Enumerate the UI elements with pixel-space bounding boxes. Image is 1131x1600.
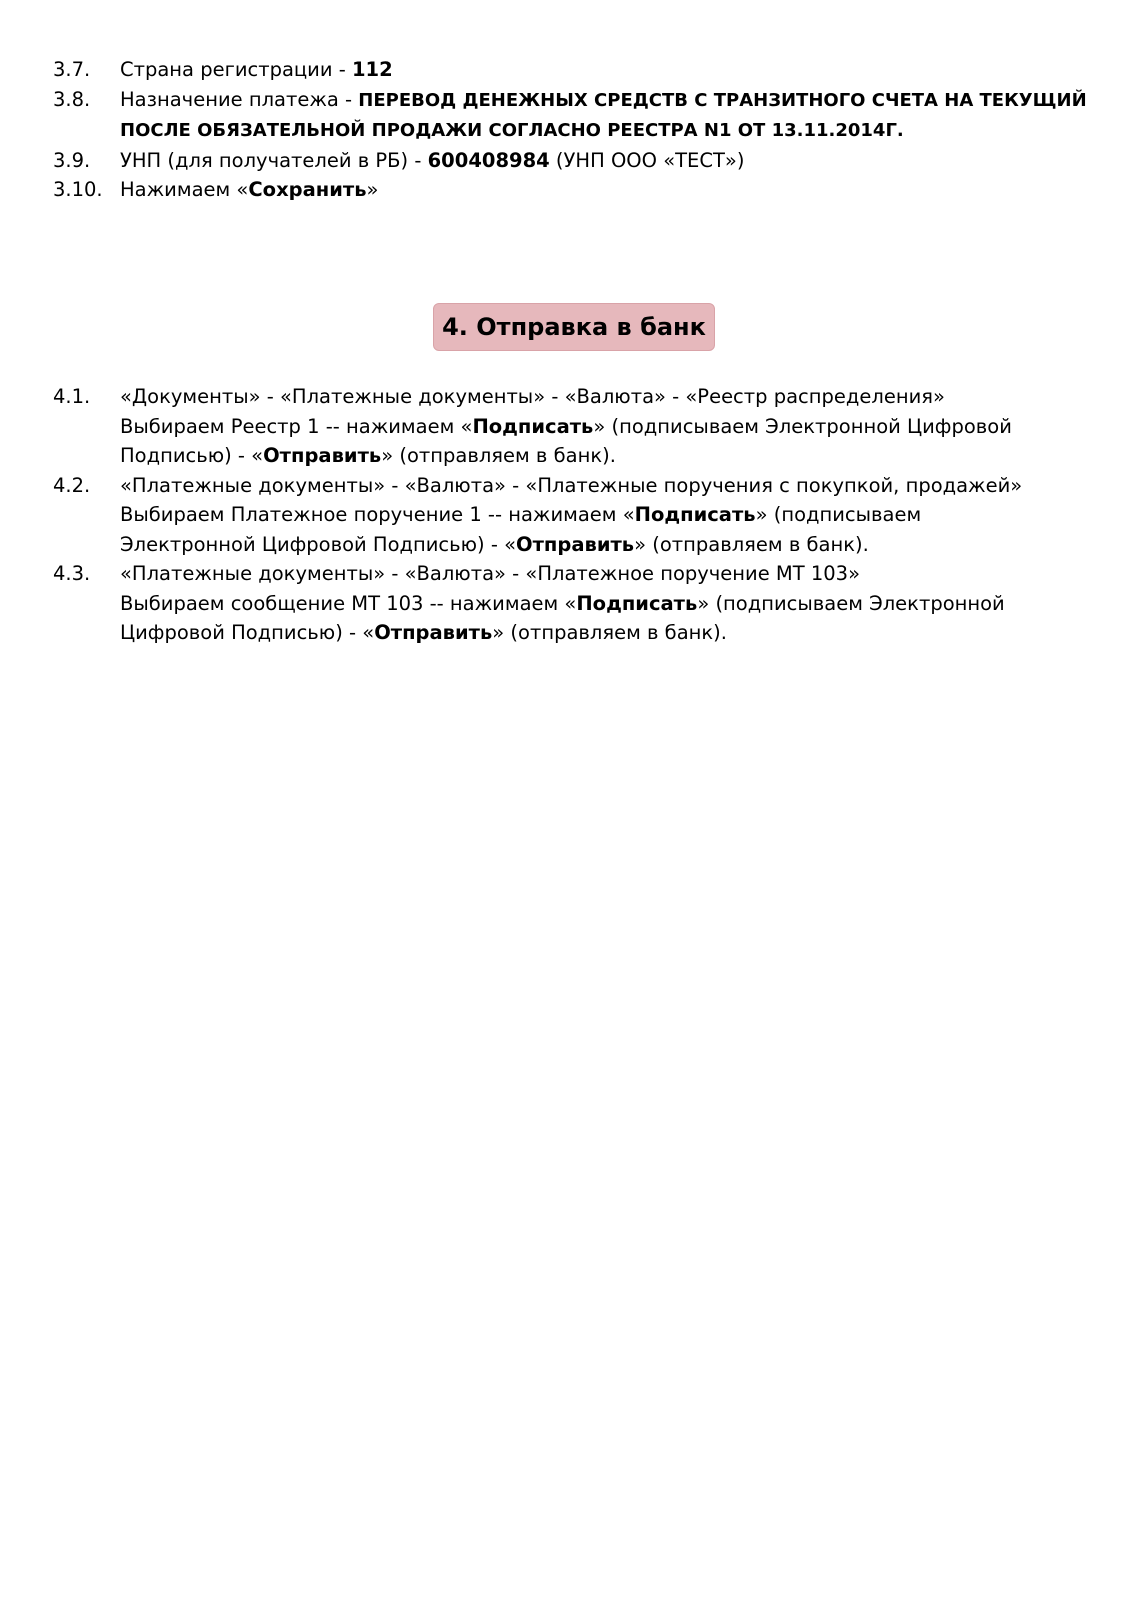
section-3-list bbox=[53, 55, 1087, 205]
item-number: 4.2. bbox=[53, 473, 91, 497]
item-text: Выбираем Реестр 1 -- нажимаем « bbox=[120, 414, 473, 438]
item-number: 3.7. bbox=[53, 58, 91, 81]
list-item-3-9 bbox=[53, 146, 1053, 176]
item-suffix: (УНП ООО «ТЕСТ») bbox=[549, 148, 745, 172]
list-item-4-2 bbox=[53, 471, 1053, 560]
item-path: «Документы» - «Платежные документы» - «Валюта» - «Реестр распределения» bbox=[120, 385, 945, 408]
item-suffix: » bbox=[366, 178, 379, 201]
list-item-4-1 bbox=[53, 382, 1053, 471]
item-text: Выбираем сообщение МТ 103 -- нажимаем « bbox=[120, 591, 577, 615]
item-value: Сохранить bbox=[248, 178, 367, 201]
item-text: Подписью) - « bbox=[120, 444, 264, 467]
item-label: УНП (для получателей в РБ) - bbox=[120, 148, 428, 172]
item-value: ПЕРЕВОД ДЕНЕЖНЫХ СРЕДСТВ С ТРАНЗИТНОГО СЧЕТА НА ТЕКУЩИЙ bbox=[358, 89, 1087, 111]
item-text: Выбираем Платежное поручение 1 -- нажимаем « bbox=[120, 503, 635, 526]
item-path: «Платежные документы» - «Валюта» - «Платежные поручения с покупкой, продажей» bbox=[120, 473, 1023, 497]
item-path: «Платежные документы» - «Валюта» - «Платежное поручение МТ 103» bbox=[120, 562, 861, 585]
item-label: Назначение платежа - bbox=[120, 87, 359, 111]
item-text: » (подписываем Электронной Цифровой bbox=[593, 414, 1012, 438]
item-value: 112 bbox=[351, 58, 393, 81]
item-text: » (подписываем bbox=[755, 503, 922, 526]
sign-action: Подписать bbox=[634, 503, 756, 526]
item-number: 3.8. bbox=[53, 87, 91, 111]
item-value: 600408984 bbox=[427, 148, 550, 172]
item-label: Страна регистрации - bbox=[120, 58, 352, 81]
item-text: Электронной Цифровой Подписью) - « bbox=[120, 532, 517, 556]
item-value-continued: ПОСЛЕ ОБЯЗАТЕЛЬНОЙ ПРОДАЖИ СОГЛАСНО РЕЕСТРА N1 ОТ 13.11.2014Г. bbox=[120, 120, 904, 141]
section-4-list bbox=[53, 382, 1053, 648]
item-text: » (отправляем в банк). bbox=[381, 444, 616, 467]
sign-action: Подписать bbox=[576, 591, 698, 615]
item-prefix: Нажимаем « bbox=[120, 178, 249, 201]
send-action: Отправить bbox=[263, 444, 382, 467]
item-text: » (отправляем в банк). bbox=[634, 532, 869, 556]
send-action: Отправить bbox=[374, 621, 493, 644]
item-text: » (отправляем в банк). bbox=[492, 621, 727, 644]
item-number: 4.1. bbox=[53, 385, 91, 408]
list-item-3-8 bbox=[53, 85, 1087, 146]
sign-action: Подписать bbox=[472, 414, 594, 438]
list-item-3-7 bbox=[53, 55, 1053, 85]
item-number: 4.3. bbox=[53, 562, 91, 585]
list-item-4-3 bbox=[53, 559, 1053, 648]
item-text: Цифровой Подписью) - « bbox=[120, 621, 375, 644]
section-4-header bbox=[433, 303, 715, 351]
item-number: 3.9. bbox=[53, 148, 91, 172]
item-number: 3.10. bbox=[53, 178, 103, 201]
list-item-3-10 bbox=[53, 175, 1053, 205]
item-text: » (подписываем Электронной bbox=[697, 591, 1005, 615]
section-title: 4. Отправка в банк bbox=[442, 313, 706, 341]
send-action: Отправить bbox=[516, 532, 635, 556]
